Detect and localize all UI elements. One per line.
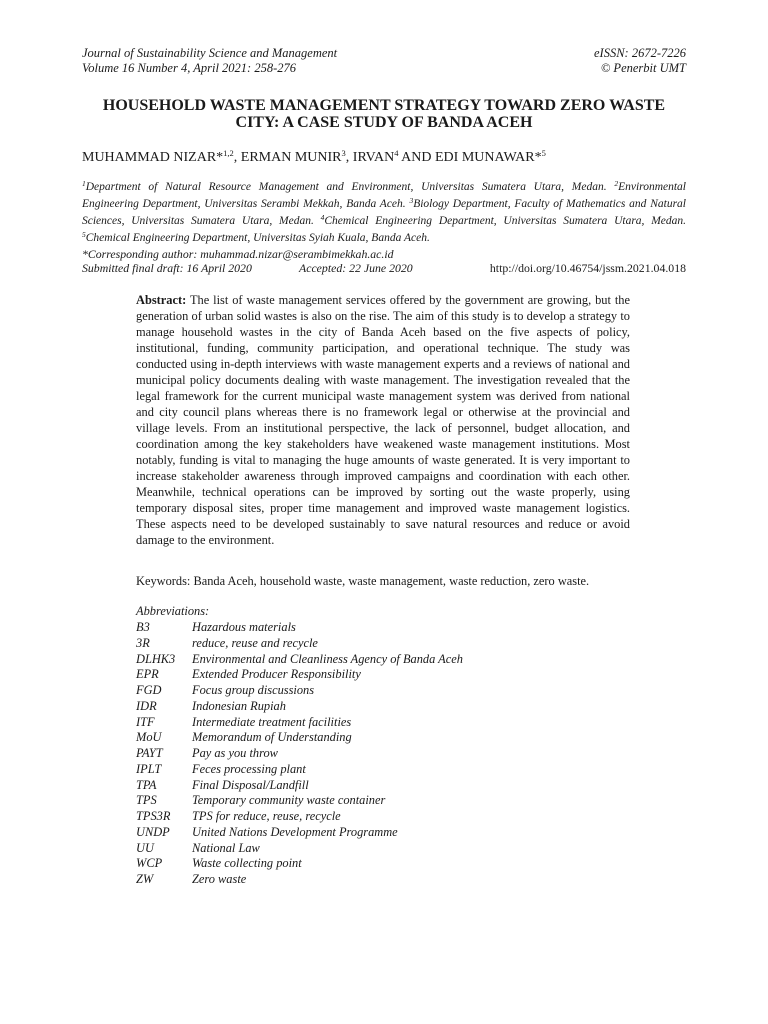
affil-5: Chemical Engineering Department, Universitas Syiah Kuala, Banda Aceh. bbox=[85, 232, 430, 244]
abbreviation-row bbox=[136, 683, 463, 699]
abbreviation-term: UU bbox=[136, 840, 154, 855]
abbreviation-meaning: Pay as you throw bbox=[192, 746, 278, 760]
abbreviation-row bbox=[136, 667, 463, 683]
journal-name: Journal of Sustainability Science and Management bbox=[82, 46, 338, 60]
keywords: Keywords: Banda Aceh, household waste, waste management, waste reduction, zero waste. bbox=[136, 574, 590, 588]
abbreviation-term: IPLT bbox=[136, 761, 162, 776]
abbreviation-meaning: Waste collecting point bbox=[192, 856, 302, 871]
abbreviation-row bbox=[136, 620, 463, 636]
abbreviation-row bbox=[136, 809, 463, 825]
abbreviation-meaning: Focus group discussions bbox=[192, 683, 315, 697]
eissn: eISSN: 2672-7226 bbox=[594, 46, 686, 60]
abbreviation-row bbox=[136, 762, 463, 778]
abbreviation-row bbox=[136, 872, 463, 888]
accepted-date: Accepted: 22 June 2020 bbox=[299, 261, 413, 275]
abbreviation-term: PAYT bbox=[136, 746, 163, 760]
abbreviation-meaning: Intermediate treatment facilities bbox=[192, 714, 352, 729]
abbreviation-row bbox=[136, 636, 463, 652]
abbreviation-row bbox=[136, 652, 463, 668]
abbreviation-meaning: Temporary community waste container bbox=[192, 793, 386, 808]
publisher: © Penerbit UMT bbox=[600, 61, 686, 75]
abbreviation-term: 3R bbox=[136, 635, 150, 650]
author-4: AND EDI MUNAWAR* bbox=[398, 150, 542, 165]
paper-title bbox=[82, 97, 686, 131]
abbreviation-term: B3 bbox=[136, 620, 150, 634]
doi-link[interactable]: http://doi.org/10.46754/jssm.2021.04.018 bbox=[489, 261, 686, 275]
abbreviation-term: TPA bbox=[136, 777, 157, 792]
affil-2-mark: 2 bbox=[614, 179, 619, 188]
author-list bbox=[82, 148, 686, 166]
abbreviation-meaning: Memorandum of Understanding bbox=[192, 730, 352, 745]
author-4-affil: 5 bbox=[541, 148, 546, 158]
affil-4: Chemical Engineering Department, Universitas Sumatera Utara, Medan. bbox=[324, 215, 686, 227]
abbreviation-meaning: TPS for reduce, reuse, recycle bbox=[192, 809, 341, 823]
abbreviation-meaning: Indonesian Rupiah bbox=[192, 698, 286, 713]
abbreviation-meaning: Zero waste bbox=[192, 872, 247, 886]
title-line-1: HOUSEHOLD WASTE MANAGEMENT STRATEGY TOWARD ZERO WASTE bbox=[102, 97, 666, 114]
affil-4-mark: 4 bbox=[320, 213, 325, 222]
abbreviation-row bbox=[136, 825, 463, 841]
abbreviations-title: Abbreviations: bbox=[136, 604, 210, 618]
abbreviation-row bbox=[136, 793, 463, 809]
abbreviation-term: IDR bbox=[136, 698, 157, 713]
abbreviation-term: ZW bbox=[136, 872, 154, 886]
abbreviation-term: EPR bbox=[136, 667, 159, 682]
corresponding-author: *Corresponding author: muhammad.nizar@serambimekkah.ac.id bbox=[82, 247, 394, 261]
affil-1-mark: 1 bbox=[82, 179, 86, 188]
abbreviation-row bbox=[136, 746, 463, 762]
author-3: , IRVAN bbox=[345, 150, 395, 165]
affil-1: Department of Natural Resource Management and Environment, Universitas Sumatera Utara, Medan. bbox=[85, 181, 615, 193]
abbreviation-term: TPS bbox=[136, 793, 157, 808]
abstract-label: Abstract: bbox=[136, 293, 187, 307]
abbreviation-row bbox=[136, 730, 463, 746]
affil-5-mark: 5 bbox=[82, 230, 86, 239]
author-3-affil: 4 bbox=[394, 148, 399, 158]
abbreviation-term: MoU bbox=[136, 730, 162, 745]
abbreviation-meaning: United Nations Development Programme bbox=[192, 824, 398, 839]
abbreviation-meaning: Final Disposal/Landfill bbox=[192, 777, 309, 792]
abbreviation-meaning: Hazardous materials bbox=[192, 620, 296, 634]
journal-volume: Volume 16 Number 4, April 2021: 258-276 bbox=[82, 61, 296, 75]
abbreviations-list bbox=[136, 620, 463, 888]
abstract bbox=[136, 292, 630, 548]
abbreviation-term: FGD bbox=[136, 683, 162, 697]
abbreviation-row bbox=[136, 856, 463, 872]
issn-info bbox=[594, 46, 686, 76]
abbreviation-row bbox=[136, 778, 463, 794]
author-2: , ERMAN MUNIR bbox=[233, 150, 342, 165]
affil-2: Environmental Engineering Department, Universitas Serambi Mekkah, Banda Aceh. bbox=[82, 181, 686, 210]
abbreviation-term: TPS3R bbox=[136, 809, 171, 823]
abbreviation-meaning: National Law bbox=[192, 840, 260, 855]
title-line-2: CITY: A CASE STUDY OF BANDA ACEH bbox=[235, 114, 533, 131]
abbreviation-meaning: Feces processing plant bbox=[192, 761, 306, 776]
abbreviation-row bbox=[136, 841, 463, 857]
submitted-date: Submitted final draft: 16 April 2020 bbox=[82, 261, 252, 275]
affil-3-mark: 3 bbox=[409, 196, 414, 205]
abbreviation-term: ITF bbox=[136, 714, 155, 729]
abstract-text: The list of waste management services offered by the government are growing, but the generation of urban solid wastes is also on the rise. The aim of this study is to develop a strategy to manage household wastes in the city of Banda Aceh based on the five aspects of policy, institutional, funding, community participation, and operational technique. The study was conducted using in-depth interviews with waste management experts and a reviews of national and municipal policy documents dealing with waste management. The investigation revealed that the legal framework for the current municipal waste management system was derived from national and city council plans whereas there is no framework legal or otherwise at the provincial and village levels. From an institutional perspective, the lack of personnel, budget allocation, and coordination among the key stakeholders have weakened waste management institutions. Most notably, funding is vital to managing the huge amounts of waste generated. It is very important to increase stakeholder awareness through improved campaigns and coordination with each other. Meanwhile, technical operations can be improved by sorting out the waste properly, using temporary disposal sites, proper time management and improved waste management logistics. These aspects need to be developed sustainably to save natural resources and reduce or avoid damage to the environment. bbox=[136, 293, 631, 547]
abbreviation-term: WCP bbox=[136, 856, 163, 871]
author-2-affil: 3 bbox=[341, 148, 346, 158]
affil-3: Biology Department, Faculty of Mathematics and Natural Sciences, Universitas Sumatera Utara, Medan. bbox=[82, 198, 686, 227]
abbreviation-meaning: Environmental and Cleanliness Agency of Banda Aceh bbox=[192, 651, 463, 666]
abbreviation-row bbox=[136, 715, 463, 731]
abbreviation-row bbox=[136, 699, 463, 715]
abbreviation-term: DLHK3 bbox=[136, 651, 176, 666]
journal-info bbox=[82, 46, 337, 76]
abbreviation-meaning: Extended Producer Responsibility bbox=[192, 667, 361, 682]
author-1: MUHAMMAD NIZAR* bbox=[82, 150, 224, 165]
author-1-affil: 1,2 bbox=[223, 148, 234, 158]
abbreviation-term: UNDP bbox=[136, 824, 170, 839]
affiliations bbox=[82, 177, 686, 245]
abbreviation-meaning: reduce, reuse and recycle bbox=[192, 635, 318, 650]
